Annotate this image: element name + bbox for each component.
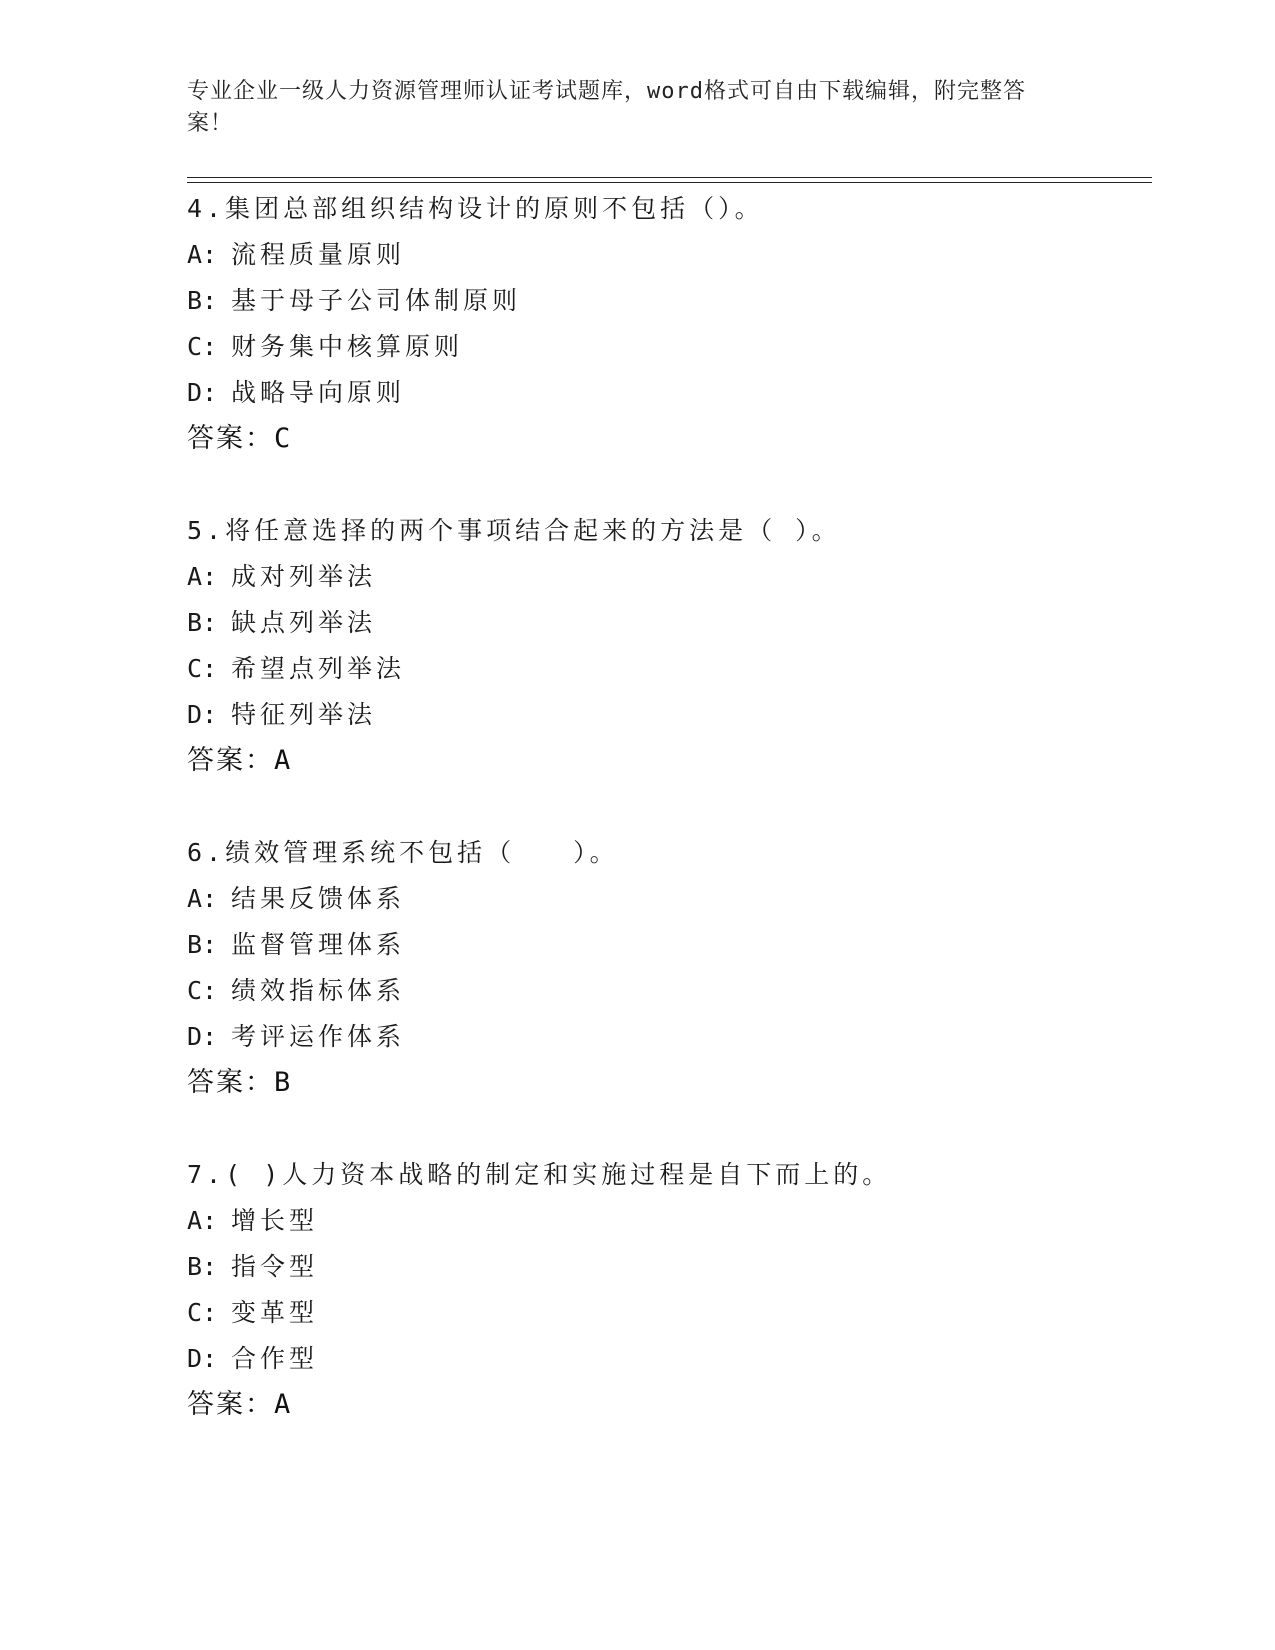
option-text: 战略导向原则 [231, 378, 406, 407]
option-letter: B: [187, 608, 218, 637]
option-text: 增长型 [231, 1206, 319, 1235]
question-stem: 4.集团总部组织结构设计的原则不包括（）。 [187, 194, 764, 223]
option-c [187, 968, 1147, 1014]
option-a [187, 232, 1147, 278]
option-b [187, 1244, 1147, 1290]
option-text: 指令型 [231, 1252, 319, 1281]
answer-value: B [274, 1067, 291, 1098]
option-letter: B: [187, 286, 218, 315]
answer-label: 答案： [187, 1067, 274, 1098]
header-divider-bottom [187, 182, 1152, 183]
option-a [187, 554, 1147, 600]
option-letter: C: [187, 654, 218, 683]
answer-label: 答案： [187, 423, 274, 454]
option-letter: B: [187, 1252, 218, 1281]
option-letter: D: [187, 700, 218, 729]
option-letter: A: [187, 562, 218, 591]
option-text: 结果反馈体系 [231, 884, 406, 913]
question-stem: 6.绩效管理系统不包括（ ）。 [187, 838, 619, 867]
option-a [187, 1198, 1147, 1244]
option-a [187, 876, 1147, 922]
option-d [187, 370, 1147, 416]
option-letter: D: [187, 1344, 218, 1373]
option-letter: D: [187, 378, 218, 407]
option-text: 缺点列举法 [231, 608, 377, 637]
option-text: 监督管理体系 [231, 930, 406, 959]
answer-line [187, 1382, 1147, 1428]
option-b [187, 600, 1147, 646]
option-d [187, 1014, 1147, 1060]
document-header: 专业企业一级人力资源管理师认证考试题库，word格式可自由下载编辑，附完整答案！ [187, 79, 1026, 136]
option-letter: B: [187, 930, 218, 959]
option-letter: A: [187, 884, 218, 913]
header-divider-top [187, 177, 1152, 178]
option-text: 变革型 [231, 1298, 319, 1327]
option-text: 特征列举法 [231, 700, 377, 729]
answer-label: 答案： [187, 1389, 274, 1420]
question-7 [187, 1152, 1147, 1428]
option-letter: C: [187, 976, 218, 1005]
option-text: 合作型 [231, 1344, 319, 1373]
option-text: 绩效指标体系 [231, 976, 406, 1005]
answer-line [187, 416, 1147, 462]
option-text: 财务集中核算原则 [231, 332, 464, 361]
question-4 [187, 186, 1147, 462]
option-c [187, 324, 1147, 370]
answer-value: A [274, 745, 291, 776]
option-letter: D: [187, 1022, 218, 1051]
option-letter: C: [187, 332, 218, 361]
answer-line [187, 738, 1147, 784]
option-text: 考评运作体系 [231, 1022, 406, 1051]
answer-line [187, 1060, 1147, 1106]
answer-value: A [274, 1389, 291, 1420]
option-c [187, 646, 1147, 692]
option-d [187, 1336, 1147, 1382]
option-d [187, 692, 1147, 738]
answer-value: C [274, 423, 291, 454]
option-text: 希望点列举法 [231, 654, 406, 683]
answer-label: 答案： [187, 745, 274, 776]
option-letter: A: [187, 1206, 218, 1235]
question-6 [187, 830, 1147, 1106]
option-letter: C: [187, 1298, 218, 1327]
option-text: 流程质量原则 [231, 240, 406, 269]
option-c [187, 1290, 1147, 1336]
option-b [187, 278, 1147, 324]
option-text: 成对列举法 [231, 562, 377, 591]
option-letter: A: [187, 240, 218, 269]
option-text: 基于母子公司体制原则 [231, 286, 522, 315]
question-stem: 7.( )人力资本战略的制定和实施过程是自下而上的。 [187, 1160, 892, 1189]
question-stem: 5.将任意选择的两个事项结合起来的方法是（ ）。 [187, 516, 841, 545]
question-5 [187, 508, 1147, 784]
option-b [187, 922, 1147, 968]
